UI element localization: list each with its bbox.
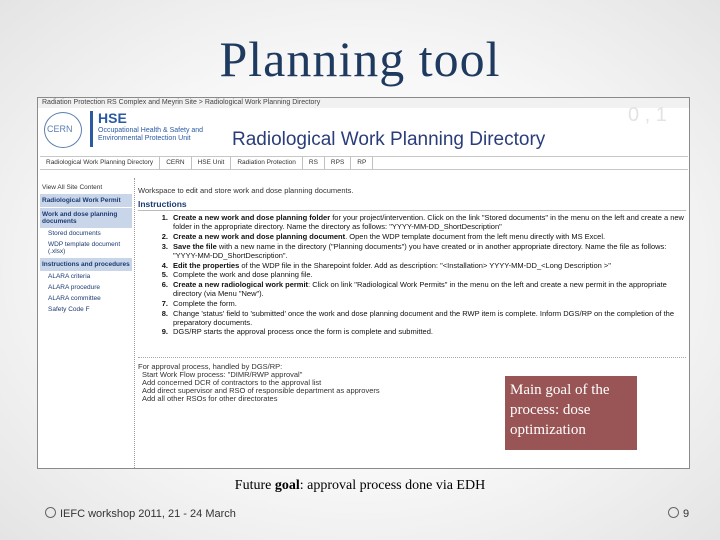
step-bold[interactable]: Create a new radiological work permit	[173, 279, 309, 289]
sidebar-item-alara-committee[interactable]: ALARA committee	[48, 295, 101, 302]
topnav-hse[interactable]: HSE Unit	[192, 157, 232, 169]
step-rest: with a new name in the directory ("Planning documents") you have created or in another appropriate directory. Name the file as follows: "YYYY-MM-DD_ShortDescription".	[173, 241, 667, 260]
workflow-item: Add concerned DCR of contractors to the approval list	[142, 378, 322, 388]
app-title: Radiological Work Planning Directory	[232, 129, 546, 150]
instruction-step	[138, 213, 686, 231]
step-number: 9.	[161, 327, 168, 337]
step-bold[interactable]: Create a new work and dose planning folder	[173, 213, 331, 222]
workflow-item: Start Work Flow process: "DIMR/RWP approval"	[142, 370, 303, 380]
instruction-step	[138, 299, 686, 308]
footer-left	[45, 507, 236, 520]
footer-workshop: IEFC workshop 2011, 21 - 24 March	[60, 508, 236, 520]
future-prefix: Future	[234, 478, 275, 493]
bullet-circle-icon	[45, 507, 56, 518]
instructions-heading: Instructions	[138, 199, 686, 211]
instruction-step	[138, 270, 686, 279]
sidebar-section-instructions[interactable]: Instructions and procedures	[40, 258, 132, 271]
topnav-rp[interactable]: Radiation Protection	[231, 157, 303, 169]
sidebar-item-wdp-template[interactable]: WDP template document (.xlsx)	[48, 241, 121, 255]
instruction-step	[138, 280, 686, 298]
step-text	[173, 213, 686, 231]
sidebar-item-safety-code[interactable]: Safety Code F	[48, 306, 90, 313]
step-number: 2.	[161, 231, 168, 241]
sidebar-item-alara-procedure[interactable]: ALARA procedure	[48, 284, 101, 291]
topnav-rps[interactable]: RPS	[325, 157, 351, 169]
topnav-cern[interactable]: CERN	[160, 157, 191, 169]
sidebar	[40, 182, 132, 468]
future-goal-text	[0, 478, 720, 494]
step-rest: : Click on link "Radiological Work Permits" in the menu on the left and create a new permit in the appropriate directory (via Menu "New").	[173, 279, 667, 299]
step-rest: of the WDP file in the Sharepoint folder. Add as description: "<Installation> YYYY-MM-DD_<Long Description >"	[239, 260, 611, 270]
workflow-item: Add direct supervisor and RSO of responsible department as approvers	[142, 386, 380, 396]
future-bold: goal	[274, 478, 300, 493]
callout-box: Main goal of the process: dose optimization	[505, 376, 637, 450]
sidebar-section-planning[interactable]: Work and dose planning documents	[40, 208, 132, 228]
sidebar-item-stored-documents[interactable]: Stored documents	[48, 230, 101, 237]
step-text	[173, 232, 686, 241]
step-text	[173, 242, 686, 260]
step-text	[173, 327, 686, 336]
step-number: 6.	[161, 279, 168, 289]
step-text	[173, 309, 686, 327]
step-text	[173, 299, 686, 308]
sidebar-view-all[interactable]: View All Site Content	[42, 184, 103, 191]
step-bold[interactable]: Edit the properties	[173, 260, 240, 270]
workflow-item: Add all other RSOs for other directorates	[142, 394, 278, 404]
instruction-steps	[138, 213, 686, 337]
hse-title: HSE	[98, 110, 127, 126]
breadcrumb[interactable]: Radiation Protection RS Complex and Meyrin Site > Radiological Work Planning Directory	[38, 98, 690, 108]
step-number: 5.	[161, 270, 168, 280]
topnav-home[interactable]: Radiological Work Planning Directory	[40, 157, 160, 169]
page-number: 9	[683, 508, 690, 520]
step-rest: . Open the WDP template document from the left menu directly with MS Excel.	[345, 231, 606, 241]
workflow-heading: For approval process, handled by DGS/RP:	[138, 362, 283, 372]
step-number: 1.	[161, 213, 168, 222]
topnav-rs[interactable]: RS	[303, 157, 325, 169]
faded-text: 0 , 1	[628, 104, 667, 126]
hse-subtitle: Occupational Health & Safety and Environmental Protection Unit	[98, 127, 204, 142]
step-text	[173, 280, 686, 298]
step-text	[173, 261, 686, 270]
step-rest: Complete the form.	[173, 298, 237, 308]
step-rest: Complete the work and dose planning file.	[173, 270, 313, 280]
sidebar-item-alara-criteria[interactable]: ALARA criteria	[48, 273, 91, 280]
instruction-step	[138, 261, 686, 270]
instruction-step	[138, 309, 686, 327]
hse-divider	[90, 111, 93, 147]
cern-logo-text: CERN	[47, 124, 73, 134]
instruction-step	[138, 232, 686, 241]
sidebar-separator	[134, 178, 136, 468]
step-text	[173, 270, 686, 279]
sidebar-section-rwp[interactable]: Radiological Work Permit	[40, 194, 132, 207]
step-number: 4.	[161, 260, 168, 270]
step-number: 7.	[161, 298, 168, 308]
instruction-step	[138, 327, 686, 336]
topnav-rp2[interactable]: RP	[351, 157, 373, 169]
instruction-step	[138, 242, 686, 260]
footer-right	[668, 507, 689, 520]
step-rest: for your project/intervention. Click on the link "Stored documents" in the menu on the left and create a new folder in the appropriate directory. Name the directory as follows: "YYYY-MM-DD_ShortDescription"	[173, 213, 684, 232]
step-rest: Change 'status' field to 'submitted' once the work and dose planning document and the RWP item is complete. Inform DGS/RP on the completion of the preparatory documents.	[173, 308, 675, 327]
separator-line	[138, 337, 686, 358]
top-navigation	[40, 156, 688, 170]
step-number: 3.	[161, 241, 168, 251]
bullet-circle-icon	[668, 507, 679, 518]
step-rest: DGS/RP starts the approval process once the form is complete and submitted.	[173, 327, 433, 337]
step-number: 8.	[161, 308, 168, 318]
future-rest: : approval process done via EDH	[299, 478, 486, 493]
slide-title: Planning tool	[219, 31, 501, 87]
step-bold[interactable]: Save the file	[173, 241, 217, 251]
intro-text: Workspace to edit and store work and dose planning documents.	[138, 186, 354, 195]
step-bold[interactable]: Create a new work and dose planning document	[173, 231, 346, 241]
